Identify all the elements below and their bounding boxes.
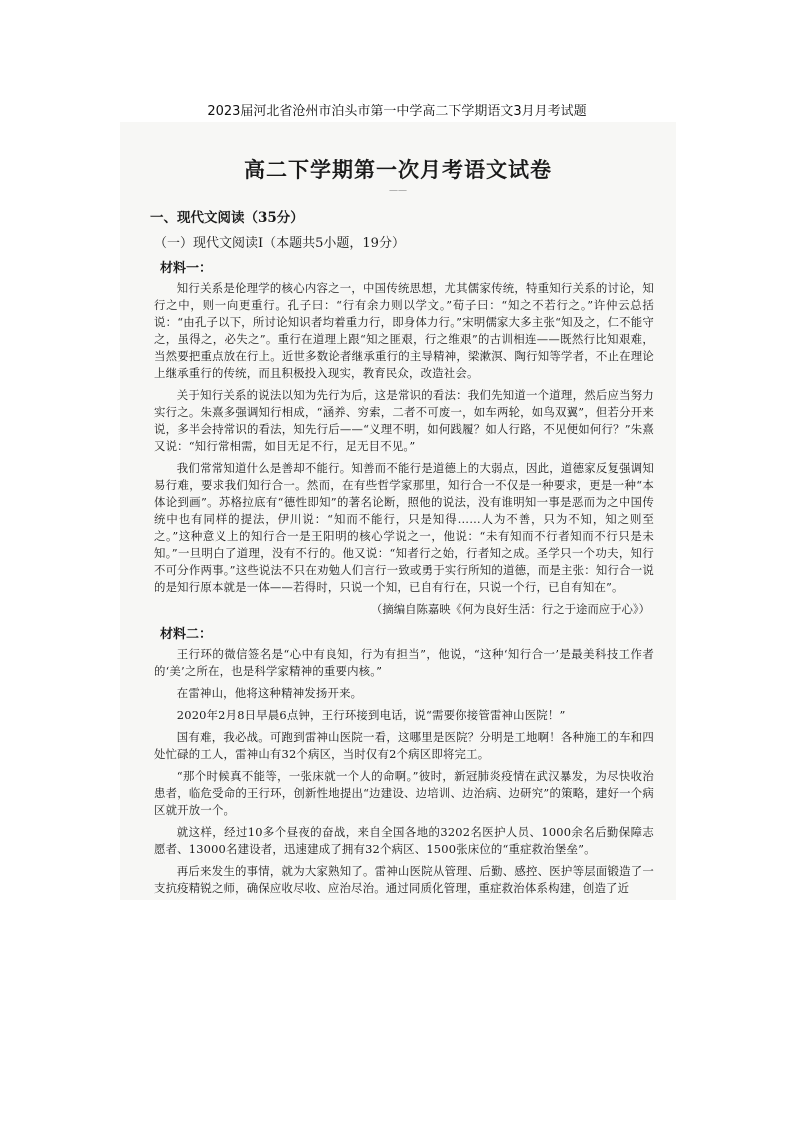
- material-2-paragraph: 国有难，我必战。可跑到雷神山医院一看，这哪里是医院？分明是工地啊！各种施工的车和四处忙碌的工人，雷神山有32个病区，当时仅有2个病区即将完工。: [154, 730, 654, 761]
- material-2-paragraph: “那个时候真不能等，一张床就一个人的命啊。”彼时，新冠肺炎疫情在武汉暴发，为尽快收治患者，临危受命的王行环，创新性地提出“边建设、边培训、边治病、边研究”的策略，建好一个病区就开放一个。: [154, 769, 654, 817]
- material-1-paragraph: 关于知行关系的说法以知为先行为后，这是常识的看法：我们先知道一个道理，然后应当努力实行之。朱熹多强调知行相成，“涵养、穷索，二者不可废一，如车两轮，如鸟双翼”，但若分开来说，多半会持常识的看法，知先行后——“义理不明，如何践履？如人行路，不见便如何行？”朱熹又说：“知行常相需，如目无足不行，足无目不见。”: [154, 388, 654, 453]
- material-1-paragraph: 我们常常知道什么是善却不能行。知善而不能行是道德上的大弱点，因此，道德家反复强调知易行难，要求我们知行合一。然而，在有些哲学家那里，知行合一不仅是一种要求，更是一种“本体论到画”。苏格拉底有“德性即知”的著名论断，照他的说法，没有谁明知一事是恶而为之中国传统中也有同样的提法，伊川说：“知而不能行，只是知得……人为不善，只为不知，知之则至之。”这种意义上的知行合一是王阳明的核心学说之一，他说：“未有知而不行者知而不行只是未知。”一旦明白了道理，没有不行的。他又说：“知者行之始，行者知之成。圣学只一个功夫，知行不可分作两事。”这些说法不只在劝勉人们言行一致或勇于实行所知的道德，而是主张：知行合一说的是知行原本就是一体——若得时，只说一个知，已自有行在，只说一个行，已自有知在”。: [154, 461, 654, 594]
- material-1-source: （摘编自陈嘉映《何为良好生活：行之于途而应于心》）: [370, 602, 650, 616]
- material-2-paragraph: 在雷神山，他将这种精神发扬开来。: [176, 686, 363, 700]
- material-2-label: 材料二：: [160, 627, 213, 642]
- material-2-paragraph: 就这样，经过10多个昼夜的奋战，来自全国各地的3202名医护人员、1000余名后勤保障志愿者、13000名建设者，迅速建成了拥有32个病区、1500张床位的“重症救治堡垒”。: [154, 825, 654, 856]
- exam-title: 高二下学期第一次月考语文试卷: [244, 157, 552, 182]
- material-1-paragraph: 知行关系是伦理学的核心内容之一，中国传统思想，尤其儒家传统，特重知行关系的讨论，知行之中，则一向更重行。孔子曰：“行有余力则以学文。”荀子曰：“知之不若行之。”许仲云总括说：“由孔子以下，所讨论知识者均着重力行，即身体力行。”宋明儒家大多主张“知及之，仁不能守之，虽得之，必失之”。重行在道理上跟“知之匪艰，行之维艰”的古训相连——既然行比知艰难，当然要把重点放在行上。近世多数论者继承重行的主导精神，梁漱溟、陶行知等学者，不止在理论上继承重行的传统，而且积极投入现实，教育民众，改造社会。: [154, 281, 654, 380]
- material-2-paragraph: 王行环的微信签名是“心中有良知，行为有担当”，他说，“这种‘知行合一’是最美科技工作者的‘美’之所在，也是科学家精神的重要内核。”: [154, 647, 654, 678]
- material-2-paragraph: 再后来发生的事情，就为大家熟知了。雷神山医院从管理、后勤、感控、医护等层面锻造了一支抗疫精锐之师，确保应收尽收、应治尽治。通过同质化管理，重症救治体系构建，创造了近: [154, 864, 654, 895]
- material-1-label: 材料一：: [160, 261, 213, 276]
- material-2-paragraph: 2020年2月8日早晨6点钟，王行环接到电话，说“需要你接管雷神山医院！”: [176, 708, 566, 722]
- section-heading: 一、现代文阅读（35分）: [150, 210, 304, 226]
- scanned-exam-page: [120, 122, 676, 900]
- subsection-heading: （一）现代文阅读Ⅰ（本题共5小题，19分）: [154, 236, 405, 251]
- document-header: 2023届河北省沧州市泊头市第一中学高二下学期语文3月月考试题: [207, 104, 587, 119]
- title-mark: ——: [389, 186, 407, 196]
